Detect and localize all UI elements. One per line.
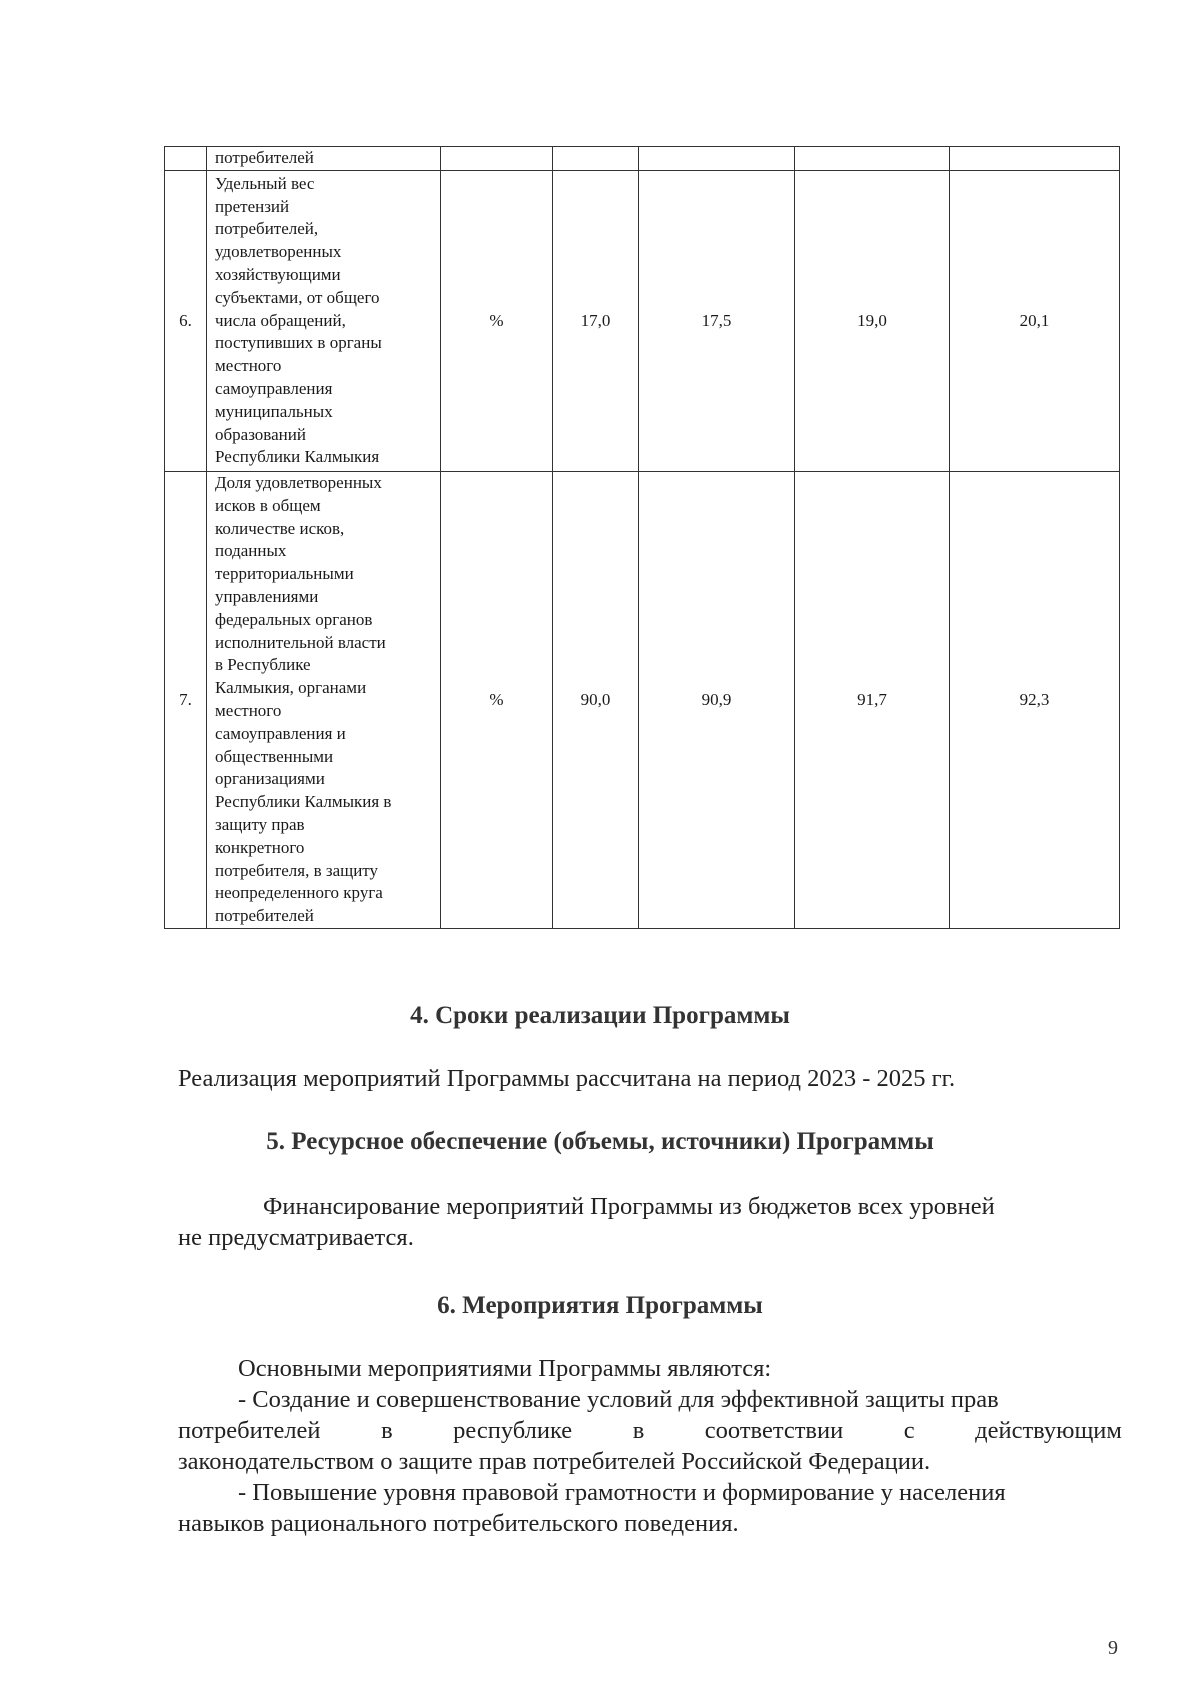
indicator-name-line: самоуправления и <box>215 723 346 743</box>
word: с <box>903 1417 915 1444</box>
indicator-name-line: потребителя, в защиту <box>215 860 379 880</box>
indicator-name-line: защиту прав <box>215 814 305 834</box>
indicator-name-line: в Республике <box>215 655 311 675</box>
list-item-line <box>178 1415 1122 1446</box>
indicator-name-line: общественными <box>215 746 334 766</box>
indicator-name-line: Республики Калмыкия <box>215 447 380 467</box>
indicator-name-line: Доля удовлетворенных <box>215 473 382 492</box>
word: в <box>381 1417 393 1444</box>
indicator-name-line: конкретного <box>215 837 305 857</box>
indicator-name-line: местного <box>215 700 282 720</box>
indicator-name-line: Республики Калмыкия в <box>215 792 392 812</box>
cell-unit: % <box>441 171 553 472</box>
cell-value: 90,9 <box>639 472 795 929</box>
word: действующим <box>975 1417 1122 1444</box>
cell-value: 17,0 <box>553 171 639 472</box>
cell-unit: % <box>441 472 553 929</box>
section-6-paragraph <box>178 1353 1122 1539</box>
cell-value <box>795 147 950 171</box>
indicator-name-line: образований <box>215 424 306 444</box>
table-row <box>165 171 1120 472</box>
cell-value: 17,5 <box>639 171 795 472</box>
table-row <box>165 472 1120 929</box>
cell-indicator-name <box>207 472 441 929</box>
section-5-paragraph <box>178 1191 1122 1253</box>
paragraph-line: Финансирование мероприятий Программы из бюджетов всех уровней <box>263 1193 995 1220</box>
cell-unit <box>441 147 553 171</box>
indicator-name-line: хозяйствующими <box>215 265 341 284</box>
indicator-name-line: исполнительной власти <box>215 632 386 652</box>
indicator-name-line: местного <box>215 356 282 376</box>
cell-indicator-name <box>207 171 441 472</box>
indicator-name-line: федеральных органов <box>215 609 373 629</box>
indicator-name-line: Удельный вес <box>215 173 315 193</box>
list-item-line: законодательством о защите прав потребителей Российской Федерации. <box>178 1448 931 1475</box>
cell-value: 20,1 <box>950 171 1120 472</box>
section-4-heading: 4. Сроки реализации Программы <box>410 1002 790 1029</box>
section-5-heading: 5. Ресурсное обеспечение (объемы, источники) Программы <box>266 1128 934 1155</box>
indicator-name-line: территориальными <box>215 564 354 584</box>
paragraph-line: не предусматривается. <box>178 1224 414 1251</box>
section-6-heading: 6. Мероприятия Программы <box>437 1292 763 1319</box>
cell-value <box>639 147 795 171</box>
indicator-name-line: числа обращений, <box>215 310 346 330</box>
cell-number: 7. <box>165 472 207 929</box>
list-item-line: - Создание и совершенствование условий для эффективной защиты прав <box>238 1386 999 1413</box>
word: в <box>632 1417 645 1444</box>
cell-value: 90,0 <box>553 472 639 929</box>
indicator-name-line: исков в общем <box>215 495 321 515</box>
indicator-name-line: неопределенного круга <box>215 883 383 903</box>
cell-value <box>553 147 639 171</box>
indicator-name-line: субъектами, от общего <box>215 287 380 307</box>
cell-indicator-name <box>207 147 441 171</box>
word: республике <box>453 1417 573 1444</box>
cell-number: 6. <box>165 171 207 472</box>
table-row-continuation <box>165 147 1120 171</box>
indicator-name-line: муниципальных <box>215 401 333 421</box>
indicator-name-line: самоуправления <box>215 378 333 398</box>
list-item-line: - Повышение уровня правовой грамотности и формирование у населения <box>238 1479 1006 1506</box>
indicators-table <box>164 146 1120 929</box>
indicator-name-line: удовлетворенных <box>215 242 342 262</box>
word: потребителей <box>178 1417 321 1444</box>
section-4-paragraph <box>178 1063 1122 1094</box>
cell-value <box>950 147 1120 171</box>
list-item-line: навыков рационального потребительского поведения. <box>178 1510 739 1537</box>
indicator-name-line: потребителей <box>215 906 314 926</box>
indicator-name-line: потребителей, <box>215 219 319 239</box>
word: соответствии <box>704 1417 844 1444</box>
indicator-name-line: поданных <box>215 541 287 561</box>
indicator-name-line: организациями <box>215 769 325 789</box>
page-number: 9 <box>1108 1637 1118 1659</box>
indicator-name-line: претензий <box>215 196 290 216</box>
cell-value: 19,0 <box>795 171 950 472</box>
indicator-name-line: количестве исков, <box>215 518 345 538</box>
indicator-name-line: поступивших в органы <box>215 333 382 353</box>
paragraph-line: Основными мероприятиями Программы являются: <box>238 1355 772 1382</box>
paragraph-line: Реализация мероприятий Программы рассчитана на период 2023 - 2025 гг. <box>178 1065 956 1092</box>
indicator-name-line: управлениями <box>215 586 319 606</box>
cell-value: 92,3 <box>950 472 1120 929</box>
cell-value: 91,7 <box>795 472 950 929</box>
continuation-text: потребителей <box>215 148 314 168</box>
cell-number <box>165 147 207 171</box>
indicator-name-line: Калмыкия, органами <box>215 678 367 698</box>
